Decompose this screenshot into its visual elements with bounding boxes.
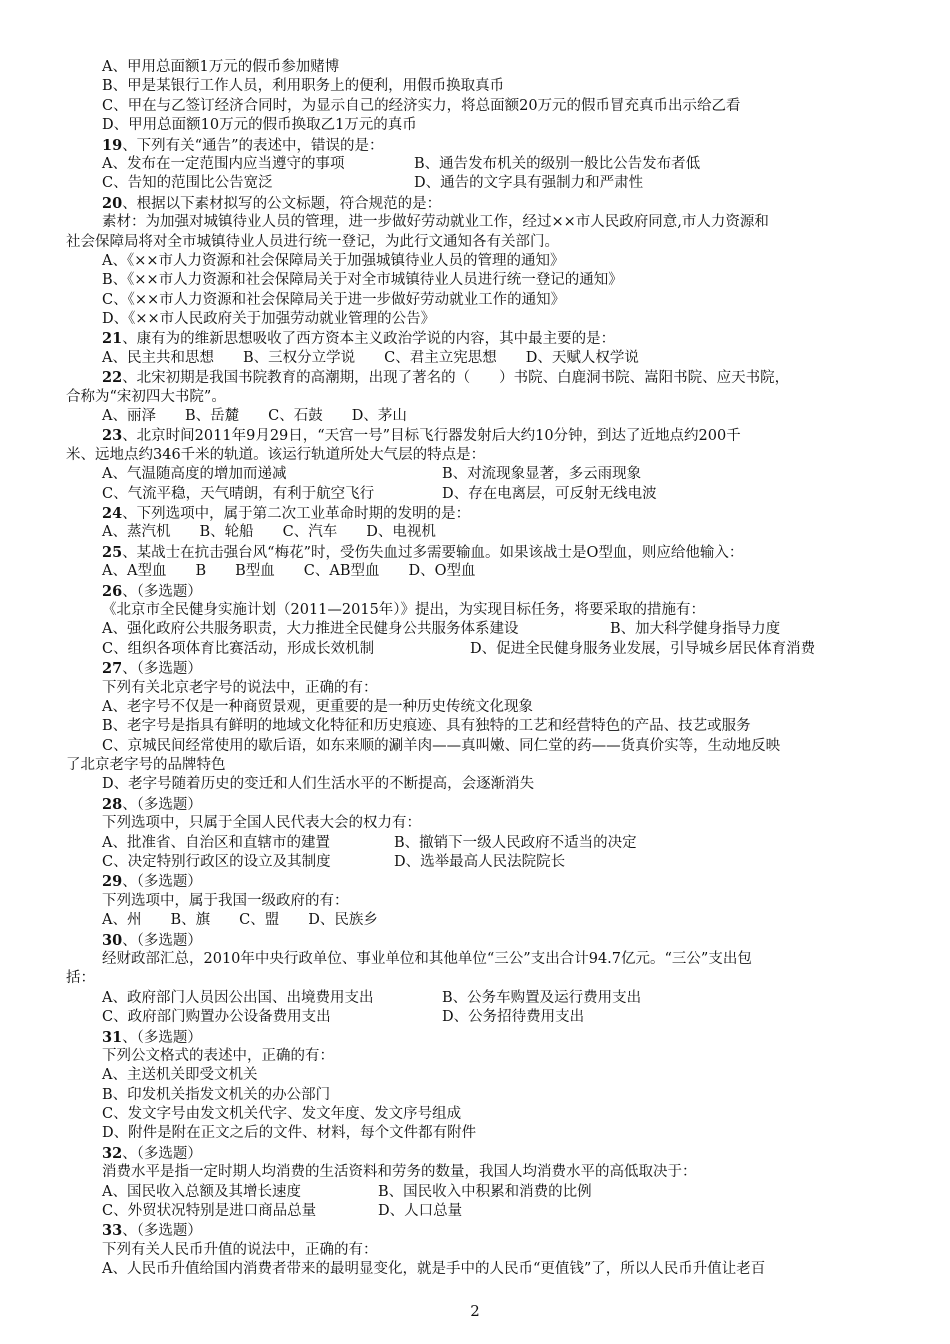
q29-header <box>66 872 886 891</box>
q26-tag: 、（多选题） <box>122 583 202 600</box>
q26-option-d: D、促进全民健身服务业发展，引导城乡居民体育消费 <box>470 640 816 657</box>
q25-number: 25 <box>102 543 123 561</box>
q27-option-c-cont: 了北京老字号的品牌特色 <box>66 757 226 774</box>
q20-option-a: A、《××市人力资源和社会保障局关于加强城镇待业人员的管理的通知》 <box>102 252 565 269</box>
q20-number: 20 <box>102 194 123 212</box>
q20-text: 、根据以下素材拟写的公文标题，符合规范的是： <box>122 195 442 212</box>
q28-number: 28 <box>102 795 123 813</box>
q28-header <box>66 795 886 814</box>
q23-option-a: A、气温随高度的增加而递减 <box>102 466 287 483</box>
q21-number: 21 <box>102 330 123 348</box>
page-number: 2 <box>470 1302 480 1320</box>
q31-number: 31 <box>102 1028 123 1046</box>
q27-tag: 、（多选题） <box>122 661 202 678</box>
q25-options: A、A型血 B B型血 C、AB型血 D、O型血 <box>102 563 476 580</box>
q29-tag: 、（多选题） <box>122 874 202 891</box>
q32-number: 32 <box>102 1144 123 1162</box>
q18-option-c: C、甲在与乙签订经济合同时，为显示自己的经济实力，将总面额20万元的假币冒充真币出示给乙看 <box>102 97 741 114</box>
q26-header <box>66 582 886 601</box>
q26-option-a: A、强化政府公共服务职责，大力推进全民健身公共服务体系建设 <box>102 621 519 638</box>
q26-option-c: C、组织各项体育比赛活动，形成长效机制 <box>102 640 375 657</box>
q22-number: 22 <box>102 369 123 387</box>
q23-option-b: B、对流现象显著，多云雨现象 <box>442 466 642 483</box>
q20-option-b: B、《××市人力资源和社会保障局关于对全市城镇待业人员进行统一登记的通知》 <box>102 272 623 289</box>
q23-stem-cont: 米、远地点约346千米的轨道。该运行轨道所处大气层的特点是： <box>66 446 486 463</box>
q19-stem <box>66 136 886 155</box>
q20-option-d: D、《××市人民政府关于加强劳动就业管理的公告》 <box>102 311 436 328</box>
q28-option-b: B、撤销下一级人民政府不适当的决定 <box>394 834 637 851</box>
q31-option-d: D、附件是附在正文之后的文件、材料，每个文件都有附件 <box>102 1125 477 1142</box>
q25-text: 、某战士在抗击强台风“梅花”时，受伤失血过多需要输血。如果该战士是O型血，则应给他输入： <box>122 544 744 561</box>
q32-option-c: C、外贸状况特别是进口商品总量 <box>102 1203 317 1220</box>
q20-material-line2: 社会保障局将对全市城镇待业人员进行统一登记，为此行文通知各有关部门。 <box>66 233 559 250</box>
q33-text: 下列有关人民币升值的说法中，正确的有： <box>102 1241 378 1258</box>
q23-option-d: D、存在电离层，可反射无线电波 <box>442 485 657 502</box>
q26-option-b: B、加大科学健身指导力度 <box>610 621 781 638</box>
q31-option-b: B、印发机关指发文机关的办公部门 <box>102 1086 331 1103</box>
q27-option-c: C、京城民间经常使用的歇后语，如东来顺的涮羊肉——真叫嫩、同仁堂的药——货真价实等，生动地反映 <box>102 737 781 754</box>
q23-option-c: C、气流平稳，天气晴朗，有利于航空飞行 <box>102 485 375 502</box>
q31-option-a: A、主送机关即受文机关 <box>102 1067 258 1084</box>
q30-text-cont: 括： <box>66 970 95 987</box>
q28-option-a: A、批准省、自治区和直辖市的建置 <box>102 834 330 851</box>
q27-option-b: B、老字号是指具有鲜明的地域文化特征和历史痕迹、具有独特的工艺和经营特色的产品、技艺或服务 <box>102 718 751 735</box>
q27-option-d: D、老字号随着历史的变迁和人们生活水平的不断提高，会逐渐消失 <box>102 776 535 793</box>
q23-text: 、北京时间2011年9月29日，“天宫一号”目标飞行器发射后大约10分钟，到达了近地点约200千 <box>122 428 741 445</box>
q30-option-c: C、政府部门购置办公设备费用支出 <box>102 1009 331 1026</box>
q30-option-b: B、公务车购置及运行费用支出 <box>442 989 642 1006</box>
q28-option-c: C、决定特别行政区的设立及其制度 <box>102 854 331 871</box>
q22-stem <box>66 368 886 387</box>
q26-text: 《北京市全民健身实施计划（2011—2015年）》提出，为实现目标任务，将要采取的措施有： <box>102 601 706 618</box>
q21-options: A、民主共和思想 B、三权分立学说 C、君主立宪思想 D、天赋人权学说 <box>102 349 639 366</box>
q21-stem <box>66 329 886 348</box>
q20-material-line1: 素材：为加强对城镇待业人员的管理，进一步做好劳动就业工作，经过××市人民政府同意,市人力资源和 <box>102 214 769 231</box>
q19-option-d: D、通告的文字具有强制力和严肃性 <box>414 175 644 192</box>
q23-number: 23 <box>102 427 123 445</box>
q24-options: A、蒸汽机 B、轮船 C、汽车 D、电视机 <box>102 524 436 541</box>
q19-option-b: B、通告发布机关的级别一般比公告发布者低 <box>414 155 701 172</box>
q31-header <box>66 1028 886 1047</box>
q32-option-d: D、人口总量 <box>378 1203 463 1220</box>
q19-option-a: A、发布在一定范围内应当遵守的事项 <box>102 155 345 172</box>
q24-text: 、下列选项中，属于第二次工业革命时期的发明的是： <box>122 505 471 522</box>
q19-number: 19 <box>102 136 123 154</box>
q33-number: 33 <box>102 1222 123 1240</box>
q31-text: 下列公文格式的表述中，正确的有： <box>102 1047 334 1064</box>
q28-text: 下列选项中，只属于全国人民代表大会的权力有： <box>102 815 421 832</box>
q27-number: 27 <box>102 660 123 678</box>
q30-option-d: D、公务招待费用支出 <box>442 1009 585 1026</box>
q32-tag: 、（多选题） <box>122 1145 202 1162</box>
q33-tag: 、（多选题） <box>122 1223 202 1240</box>
q28-tag: 、（多选题） <box>122 796 202 813</box>
q27-option-a: A、老字号不仅是一种商贸景观，更重要的是一种历史传统文化现象 <box>102 698 533 715</box>
q19-option-c: C、告知的范围比公告宽泛 <box>102 175 273 192</box>
q33-option-a: A、人民币升值给国内消费者带来的最明显变化，就是手中的人民币“更值钱”了，所以人民币升值让老百 <box>102 1261 766 1278</box>
q25-stem <box>66 543 886 562</box>
q23-stem <box>66 426 886 445</box>
q31-option-c: C、发文字号由发文机关代字、发文年度、发文序号组成 <box>102 1106 462 1123</box>
q29-text: 下列选项中，属于我国一级政府的有： <box>102 892 349 909</box>
q28-option-d: D、选举最高人民法院院长 <box>394 854 566 871</box>
q30-option-a: A、政府部门人员因公出国、出境费用支出 <box>102 989 374 1006</box>
q31-tag: 、（多选题） <box>122 1029 202 1046</box>
q30-header <box>66 931 886 950</box>
q30-number: 30 <box>102 931 123 949</box>
q24-number: 24 <box>102 504 123 522</box>
q18-option-b: B、甲是某银行工作人员，利用职务上的便利，用假币换取真币 <box>102 78 505 95</box>
q21-text: 、康有为的维新思想吸收了西方资本主义政治学说的内容，其中最主要的是： <box>122 331 616 348</box>
q29-number: 29 <box>102 873 123 891</box>
q27-text: 下列有关北京老字号的说法中，正确的有： <box>102 679 378 696</box>
q18-option-a: A、甲用总面额1万元的假币参加赌博 <box>102 59 340 75</box>
q32-header <box>66 1144 886 1163</box>
q32-option-a: A、国民收入总额及其增长速度 <box>102 1183 301 1200</box>
exam-content <box>66 58 886 1280</box>
q18-option-d: D、甲用总面额10万元的假币换取乙1万元的真币 <box>102 117 417 134</box>
q29-options: A、州 B、旗 C、盟 D、民族乡 <box>102 912 378 929</box>
q22-stem-cont: 合称为“宋初四大书院”。 <box>66 388 226 405</box>
q27-header <box>66 659 886 678</box>
q20-stem <box>66 194 886 213</box>
q32-option-b: B、国民收入中积累和消费的比例 <box>378 1183 592 1200</box>
q32-text: 消费水平是指一定时期人均消费的生活资料和劳务的数量，我国人均消费水平的高低取决于： <box>102 1164 697 1181</box>
q22-text: 、北宋初期是我国书院教育的高潮期，出现了著名的（ ）书院、白鹿洞书院、嵩阳书院、应天书院， <box>122 370 790 387</box>
q30-text: 经财政部汇总，2010年中央行政单位、事业单位和其他单位“三公”支出合计94.7亿元。“三公”支出包 <box>102 950 752 967</box>
q20-option-c: C、《××市人力资源和社会保障局关于进一步做好劳动就业工作的通知》 <box>102 291 566 308</box>
q33-header <box>66 1221 886 1240</box>
q19-text: 、下列有关“通告”的表述中，错误的是： <box>122 137 384 154</box>
q30-tag: 、（多选题） <box>122 932 202 949</box>
q26-number: 26 <box>102 582 123 600</box>
q24-stem <box>66 504 886 523</box>
q22-options: A、丽泽 B、岳麓 C、石鼓 D、茅山 <box>102 408 407 425</box>
